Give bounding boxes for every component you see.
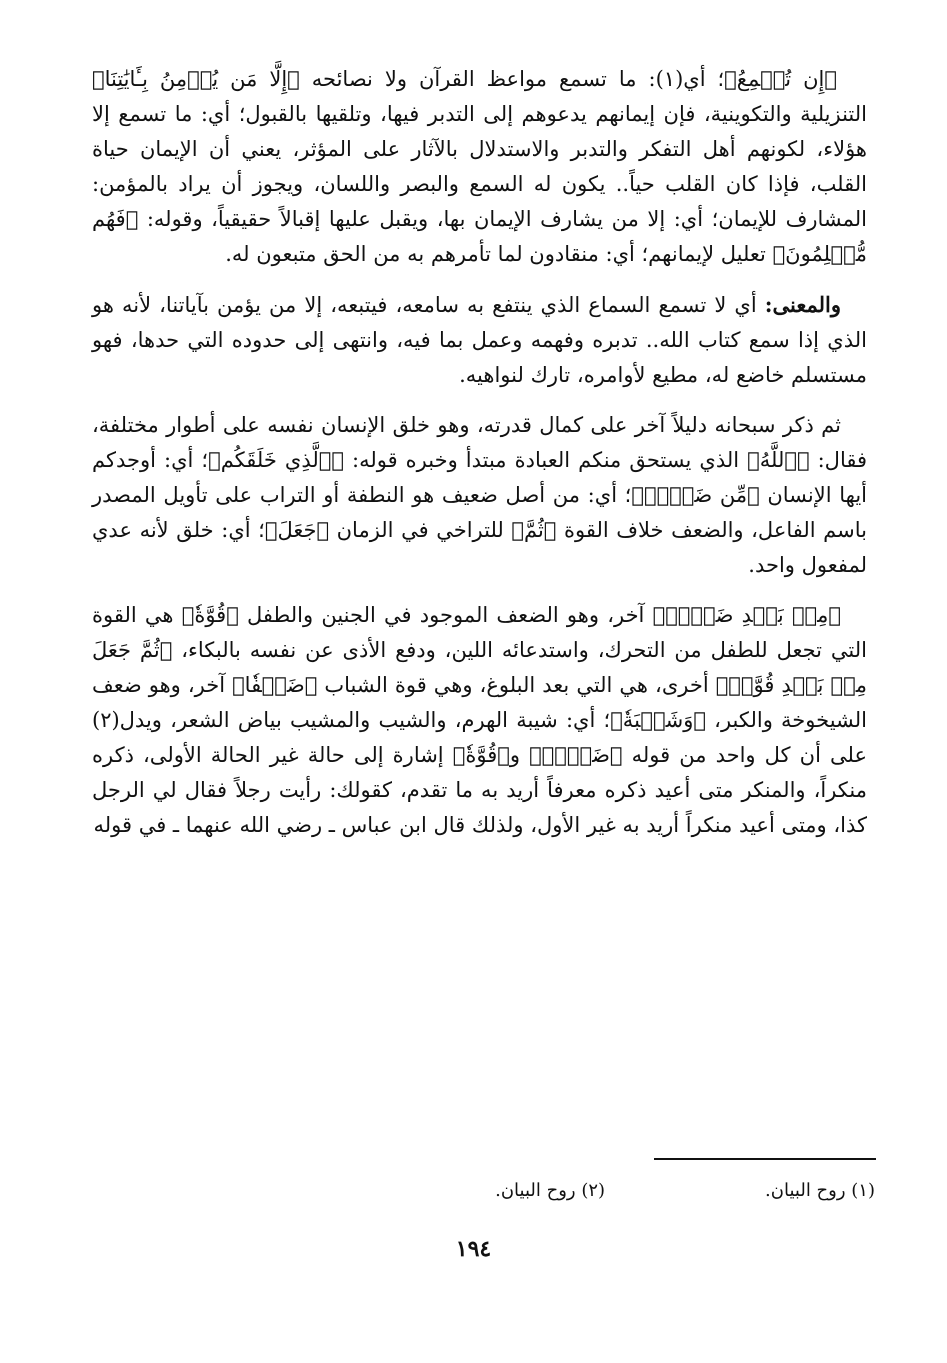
footnotes: [315, 1178, 875, 1204]
page-body: [92, 62, 867, 843]
footnote-divider: [654, 1158, 876, 1160]
paragraph-text: أي لا تسمع السماع الذي ينتفع به سامعه، فيتبعه، إلا من يؤمن بآياتنا، لأنه هو الذي إذا سمع كتاب الله.. تدبره وفهمه وعمل بما فيه، وانتهى إلى حدوده التي حدها، فهو مستسلم خاضع له، مطيع لأوامره، تارك لنواهيه.: [92, 293, 867, 387]
paragraph-lead: والمعنى:: [764, 292, 841, 317]
paragraph: [92, 62, 867, 272]
paragraph-text: ﴿مِنۢ بَعۡدِ ضَعۡفٖ﴾ آخر، وهو الضعف الموجود في الجنين والطفل ﴿قُوَّةٗ﴾ هي القوة التي تجعل للطفل من التحرك، واستدعائه اللين، ودفع الأذى عن نفسه بالبكاء، ﴿ثُمَّ جَعَلَ مِنۢ بَعۡدِ قُوَّةٖ﴾ أخرى، هي التي بعد البلوغ، وهي قوة الشباب ﴿ضَعۡفٗا﴾ آخر، وهو ضعف الشيخوخة والكبر، ﴿وَشَيۡبَةٗ﴾؛ أي: شيبة الهرم، والشيب والمشيب بياض الشعر، ويدل(٢) على أن كل واحد من قوله ﴿ضَعۡفٖ﴾ و﴿قُوَّةٗ﴾ إشارة إلى حالة غير الحالة الأولى، ذكره منكراً، والمنكر متى أعيد ذكره معرفاً أريد به ما تقدم، كقولك: رأيت رجلاً فقال لي الرجل كذا، ومتى أعيد منكراً أريد به غير الأول، ولذلك قال ابن عباس ـ رضي الله عنهما ـ في قوله: [92, 603, 867, 837]
paragraph-text: ثم ذكر سبحانه دليلاً آخر على كمال قدرته، وهو خلق الإنسان نفسه على أطوار مختلفة، فقال: ﴿ٱللَّهُ﴾ الذي يستحق منكم العبادة مبتدأ وخبره قوله: ﴿ٱلَّذِي خَلَقَكُم﴾؛ أي: أوجدكم أيها الإنسان ﴿مِّن ضَعۡفٖ﴾؛ أي: من أصل ضعيف هو النطفة أو التراب على تأويل المصدر باسم الفاعل، والضعف خلاف القوة ﴿ثُمَّ﴾ للتراخي في الزمان ﴿جَعَلَ﴾؛ أي: خلق لأنه عدي لمفعول واحد.: [92, 413, 867, 577]
paragraph: [92, 408, 867, 583]
footnote: (١) روح البيان.: [765, 1180, 875, 1201]
footnote: (٢) روح البيان.: [495, 1180, 606, 1201]
page-number: ١٩٤: [455, 1236, 492, 1262]
paragraph: [92, 287, 867, 393]
paragraph: [92, 598, 867, 843]
paragraph-text: ﴿إِن تُسۡمِعُ﴾؛ أي(١): ما تسمع مواعظ القرآن ولا نصائحه ﴿إِلَّا مَن يُؤۡمِنُ بِـَٔايَٰتِنَا﴾ التنزيلية والتكوينية، فإن إيمانهم يدعوهم إلى التدبر فيها، وتلقيها بالقبول؛ أي: ما تسمع إلا هؤلاء، لكونهم أهل التفكر والتدبر والاستدلال بالآثار على المؤثر، يعني أن الإيمان حياة القلب، فإذا كان القلب حياً.. يكون له السمع والبصر واللسان، ويجوز أن يراد بالمؤمن: المشارف للإيمان؛ أي: إلا من يشارف الإيمان بها، ويقبل عليها إقبالاً حقيقياً، وقوله: ﴿فَهُم مُّسۡلِمُونَ﴾ تعليل لإيمانهم؛ أي: منقادون لما تأمرهم به من الحق متبعون له.: [92, 67, 867, 266]
